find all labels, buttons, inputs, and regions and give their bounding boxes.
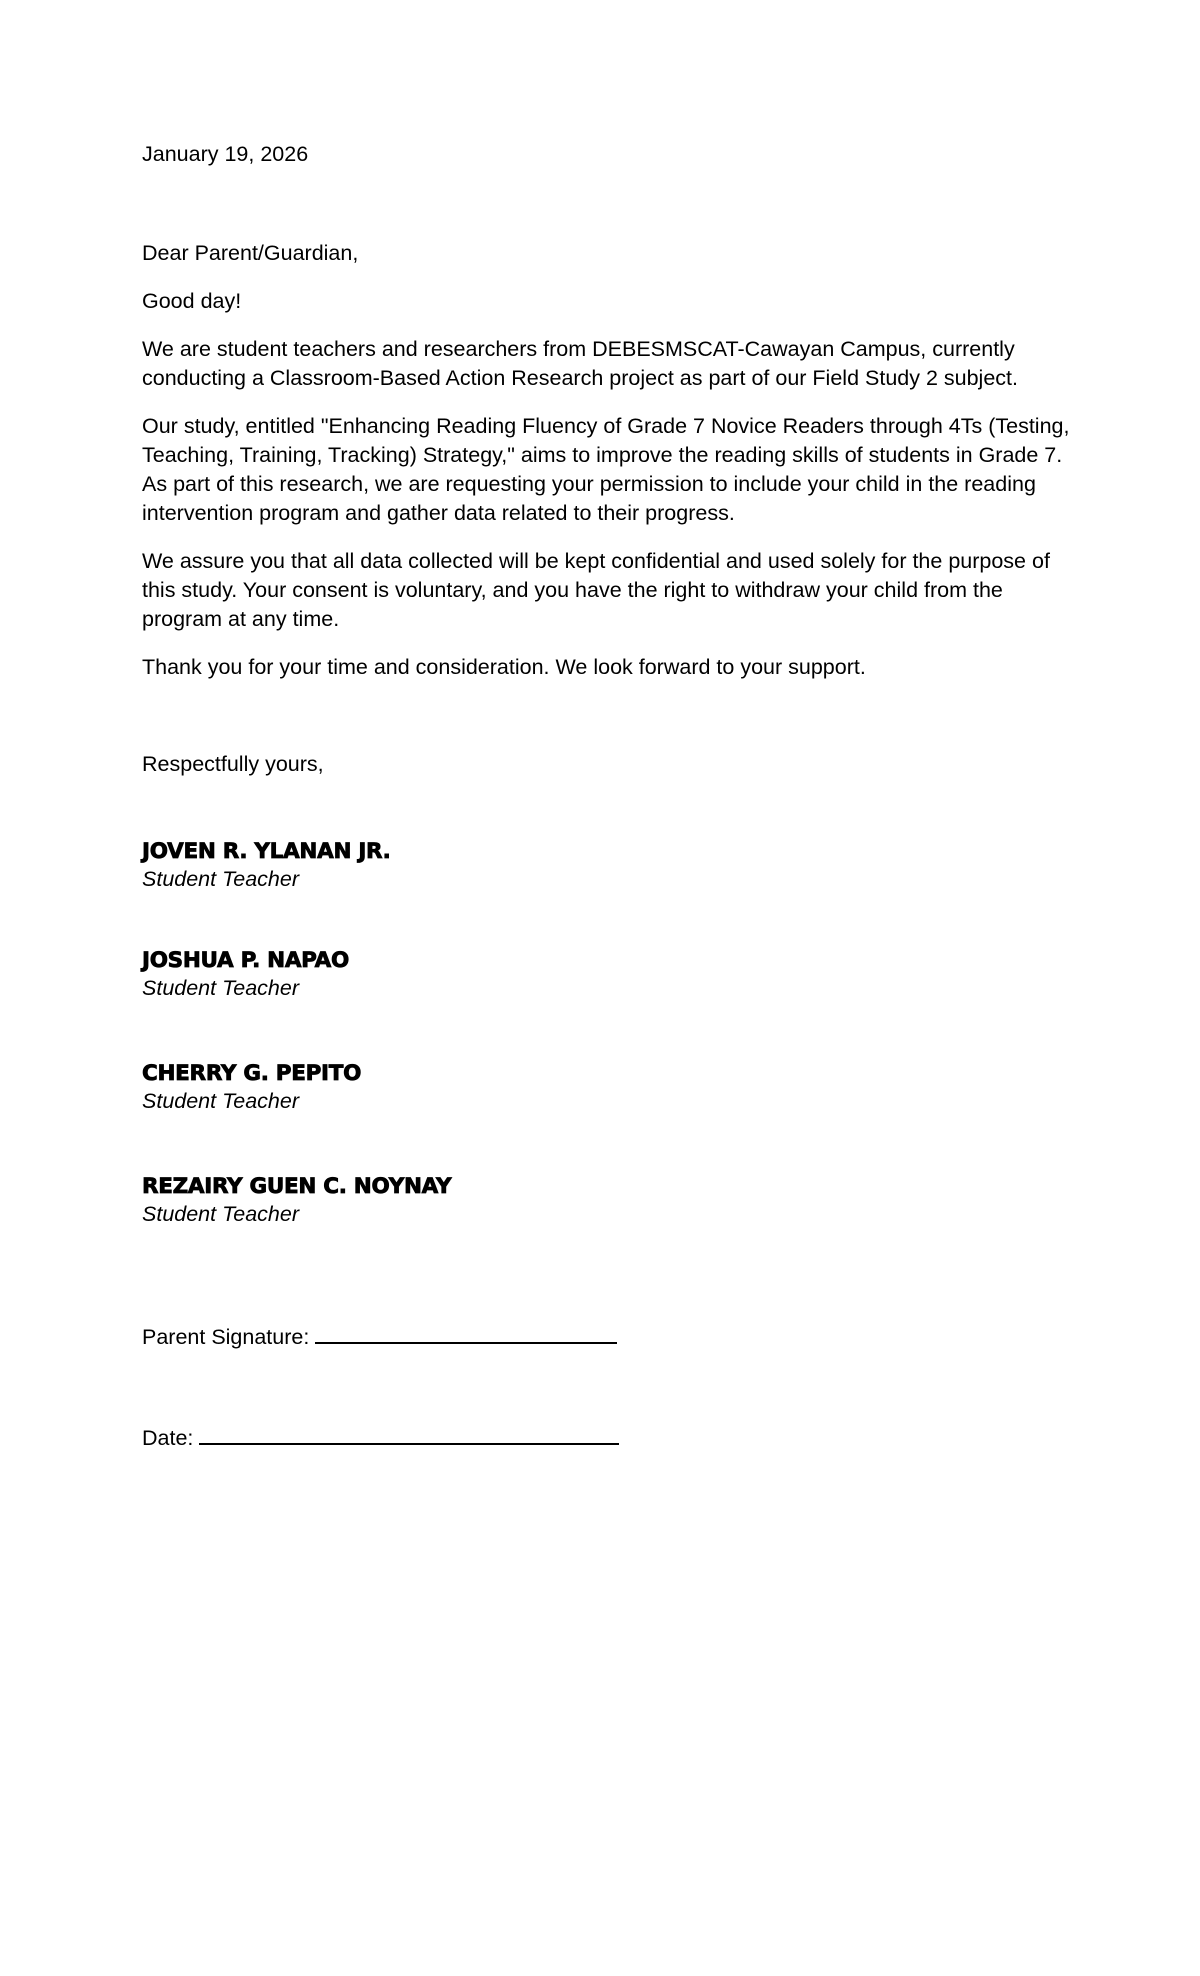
study-paragraph: Our study, entitled "Enhancing Reading Fluency of Grade 7 Novice Readers through 4Ts (Testing, Teaching, Training, Tracking) Strategy," aims to improve the reading skills of students in Grade 7. As part of this research, we are requesting your permission to include your child in the reading intervention program and gather data related to their progress. bbox=[142, 414, 1070, 525]
signatory-block bbox=[142, 1061, 1072, 1115]
date-line[interactable] bbox=[199, 1421, 619, 1445]
signatory-block bbox=[142, 948, 1072, 1002]
date-label: Date: bbox=[142, 1426, 194, 1450]
parent-signature-label: Parent Signature: bbox=[142, 1325, 310, 1349]
signatory-name: CHERRY G. PEPITO bbox=[142, 1061, 362, 1086]
date-field bbox=[142, 1421, 1072, 1453]
signatory-role: Student Teacher bbox=[142, 976, 299, 1000]
signatory-block bbox=[142, 839, 1072, 893]
thanks-paragraph: Thank you for your time and consideration. We look forward to your support. bbox=[142, 655, 866, 679]
confidentiality-paragraph: We assure you that all data collected will be kept confidential and used solely for the purpose of this study. Your consent is voluntary, and you have the right to withdraw your child from the program at any time. bbox=[142, 549, 1050, 631]
signatory-name: JOVEN R. YLANAN JR. bbox=[142, 839, 391, 864]
letter-date: January 19, 2026 bbox=[142, 142, 309, 166]
greeting-paragraph: Good day! bbox=[142, 289, 242, 313]
signatory-name: REZAIRY GUEN C. NOYNAY bbox=[142, 1174, 452, 1199]
intro-paragraph: We are student teachers and researchers from DEBESMSCAT-Cawayan Campus, currently conducting a Classroom-Based Action Research project as part of our Field Study 2 subject. bbox=[142, 337, 1018, 390]
parent-signature-field bbox=[142, 1320, 1072, 1352]
signatory-role: Student Teacher bbox=[142, 867, 299, 891]
salutation: Dear Parent/Guardian, bbox=[142, 241, 359, 265]
parent-signature-line[interactable] bbox=[315, 1320, 617, 1344]
letter-body bbox=[142, 140, 1072, 1453]
closing-line: Respectfully yours, bbox=[142, 752, 324, 776]
signatory-role: Student Teacher bbox=[142, 1089, 299, 1113]
signatory-block bbox=[142, 1174, 1072, 1228]
signatory-role: Student Teacher bbox=[142, 1202, 299, 1226]
signatory-name: JOSHUA P. NAPAO bbox=[142, 948, 349, 973]
